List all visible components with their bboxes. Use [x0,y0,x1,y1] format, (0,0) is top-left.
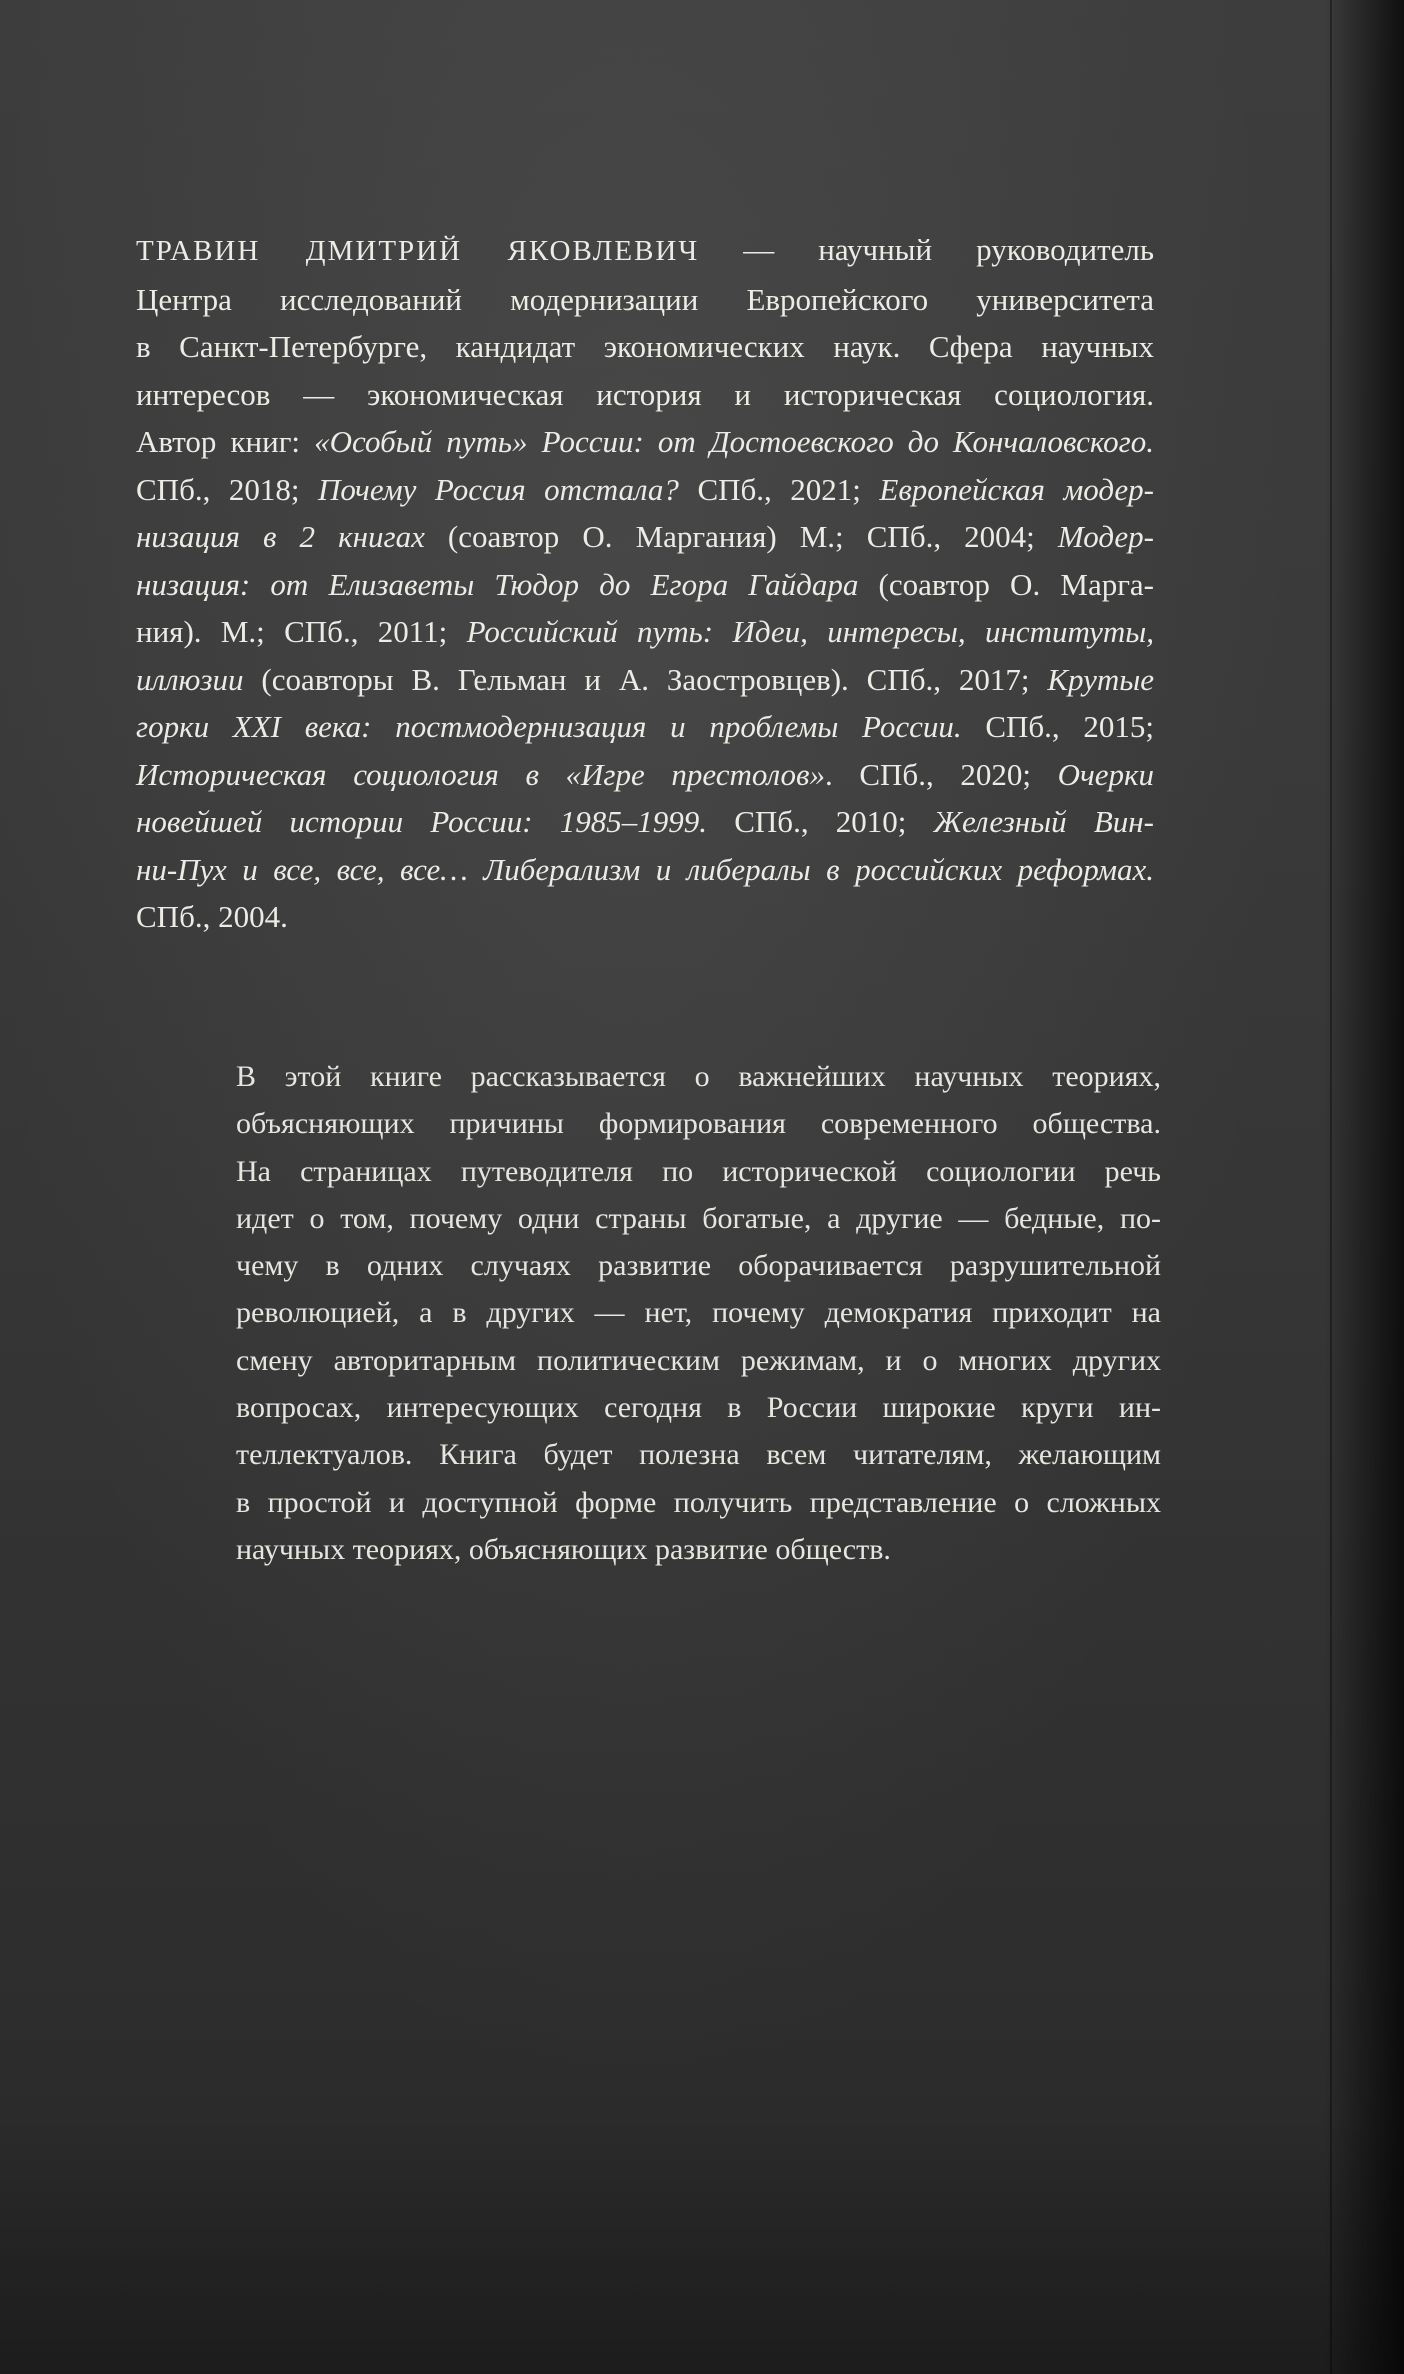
author-bio-segment: иллюзии [136,661,244,697]
description-line: объясняющих причины формирования современного общества. [236,1107,1161,1141]
author-bio-segment: Центра исследований модернизации Европейского университета [136,281,1154,317]
author-bio-segment: Очерки [1057,756,1155,792]
author-bio-segment: Историческая социология в «Игре престолов» [136,756,825,792]
author-bio-segment: новейшей истории России: 1985–1999. [136,804,707,839]
author-bio-segment: в Санкт-Петербурге, кандидат экономических наук. Сфера научных [136,329,1154,364]
author-bio-line [136,276,1154,324]
author-bio-line [136,226,1154,276]
author-bio-segment: (соавтор О. Марга- [858,566,1154,602]
author-bio-segment: СПб., 2015; [961,709,1154,744]
author-bio-segment: Европейская модер- [879,471,1154,507]
author-bio-line [136,371,1154,419]
description-line: теллектуалов. Книга будет полезна всем читателям, желающим [236,1438,1161,1472]
author-bio [136,226,1154,941]
author-bio-segment: — научный руководитель [699,232,1154,267]
author-bio-line [136,703,1154,751]
author-bio-segment: ни-Пух и все, все, все… Либерализм и либералы в российских реформах. [136,851,1154,887]
author-bio-segment: СПб., 2010; [707,804,934,839]
author-bio-segment: низация: от Елизаветы Тюдор до Егора Гайдара [136,566,859,602]
description-line: чему в одних случаях развитие оборачивается разрушительной [236,1249,1161,1283]
author-bio-segment: . СПб., 2020; [824,756,1058,792]
author-bio-line [136,846,1154,894]
author-bio-segment: Крутые [1047,661,1154,697]
author-bio-line [136,418,1154,466]
author-bio-segment: СПб., 2021; [678,471,880,507]
author-bio-segment: ния). М.; СПб., 2011; [136,614,467,649]
description-line: смену авторитарным политическим режимам, и о многих других [236,1343,1161,1377]
author-bio-segment: горки XXI века: постмодернизация и проблемы России. [136,709,962,744]
author-bio-line [136,323,1154,371]
author-bio-segment: Почему Россия отстала? [317,471,679,507]
bottom-shadow [0,2114,1404,2374]
description-line: в простой и доступной форме получить представление о сложных [236,1485,1161,1519]
book-description [236,1053,1161,1573]
author-bio-line [136,466,1154,514]
author-bio-line [136,751,1154,799]
description-line: На страницах путеводителя по исторической социологии речь [236,1154,1161,1188]
author-bio-segment: СПб., 2018; [136,471,318,507]
spine-shadow [1324,0,1404,2374]
description-line: научных теориях, объясняющих развитие обществ. [236,1532,891,1566]
author-bio-text [699,232,1154,267]
author-bio-segment: низация в 2 книгах [136,519,425,554]
description-line: идет о том, почему одни страны богатые, а другие — бедные, по- [236,1201,1161,1235]
author-bio-segment: интересов — экономическая история и историческая социология. [136,376,1154,412]
author-bio-line [136,798,1154,846]
author-bio-segment: «Особый путь» России: от Достоевского до Кончаловского. [314,424,1154,459]
description-line: революцией, а в других — нет, почему демократия приходит на [236,1296,1161,1330]
author-bio-line [136,656,1154,704]
author-bio-segment: Автор книг: [136,424,315,459]
author-bio-segment: Российский путь: Идеи, интересы, институты, [466,614,1154,649]
description-line: вопросах, интересующих сегодня в России широкие круги ин- [236,1391,1161,1425]
author-bio-segment: (соавторы В. Гельман и А. Заостровцев). СПб., 2017; [243,661,1048,697]
author-bio-segment: Модер- [1057,519,1154,554]
author-bio-line [136,608,1154,656]
author-bio-line [136,893,1154,941]
author-name: ТРАВИН ДМИТРИЙ ЯКОВЛЕВИЧ [136,235,700,267]
author-bio-line [136,513,1154,561]
author-bio-segment: (соавтор О. Маргания) М.; СПб., 2004; [424,519,1058,554]
author-bio-line [136,561,1154,609]
author-bio-segment: Железный Вин- [933,804,1154,839]
author-bio-segment: СПб., 2004. [136,899,288,934]
description-line: В этой книге рассказывается о важнейших научных теориях, [236,1060,1161,1093]
